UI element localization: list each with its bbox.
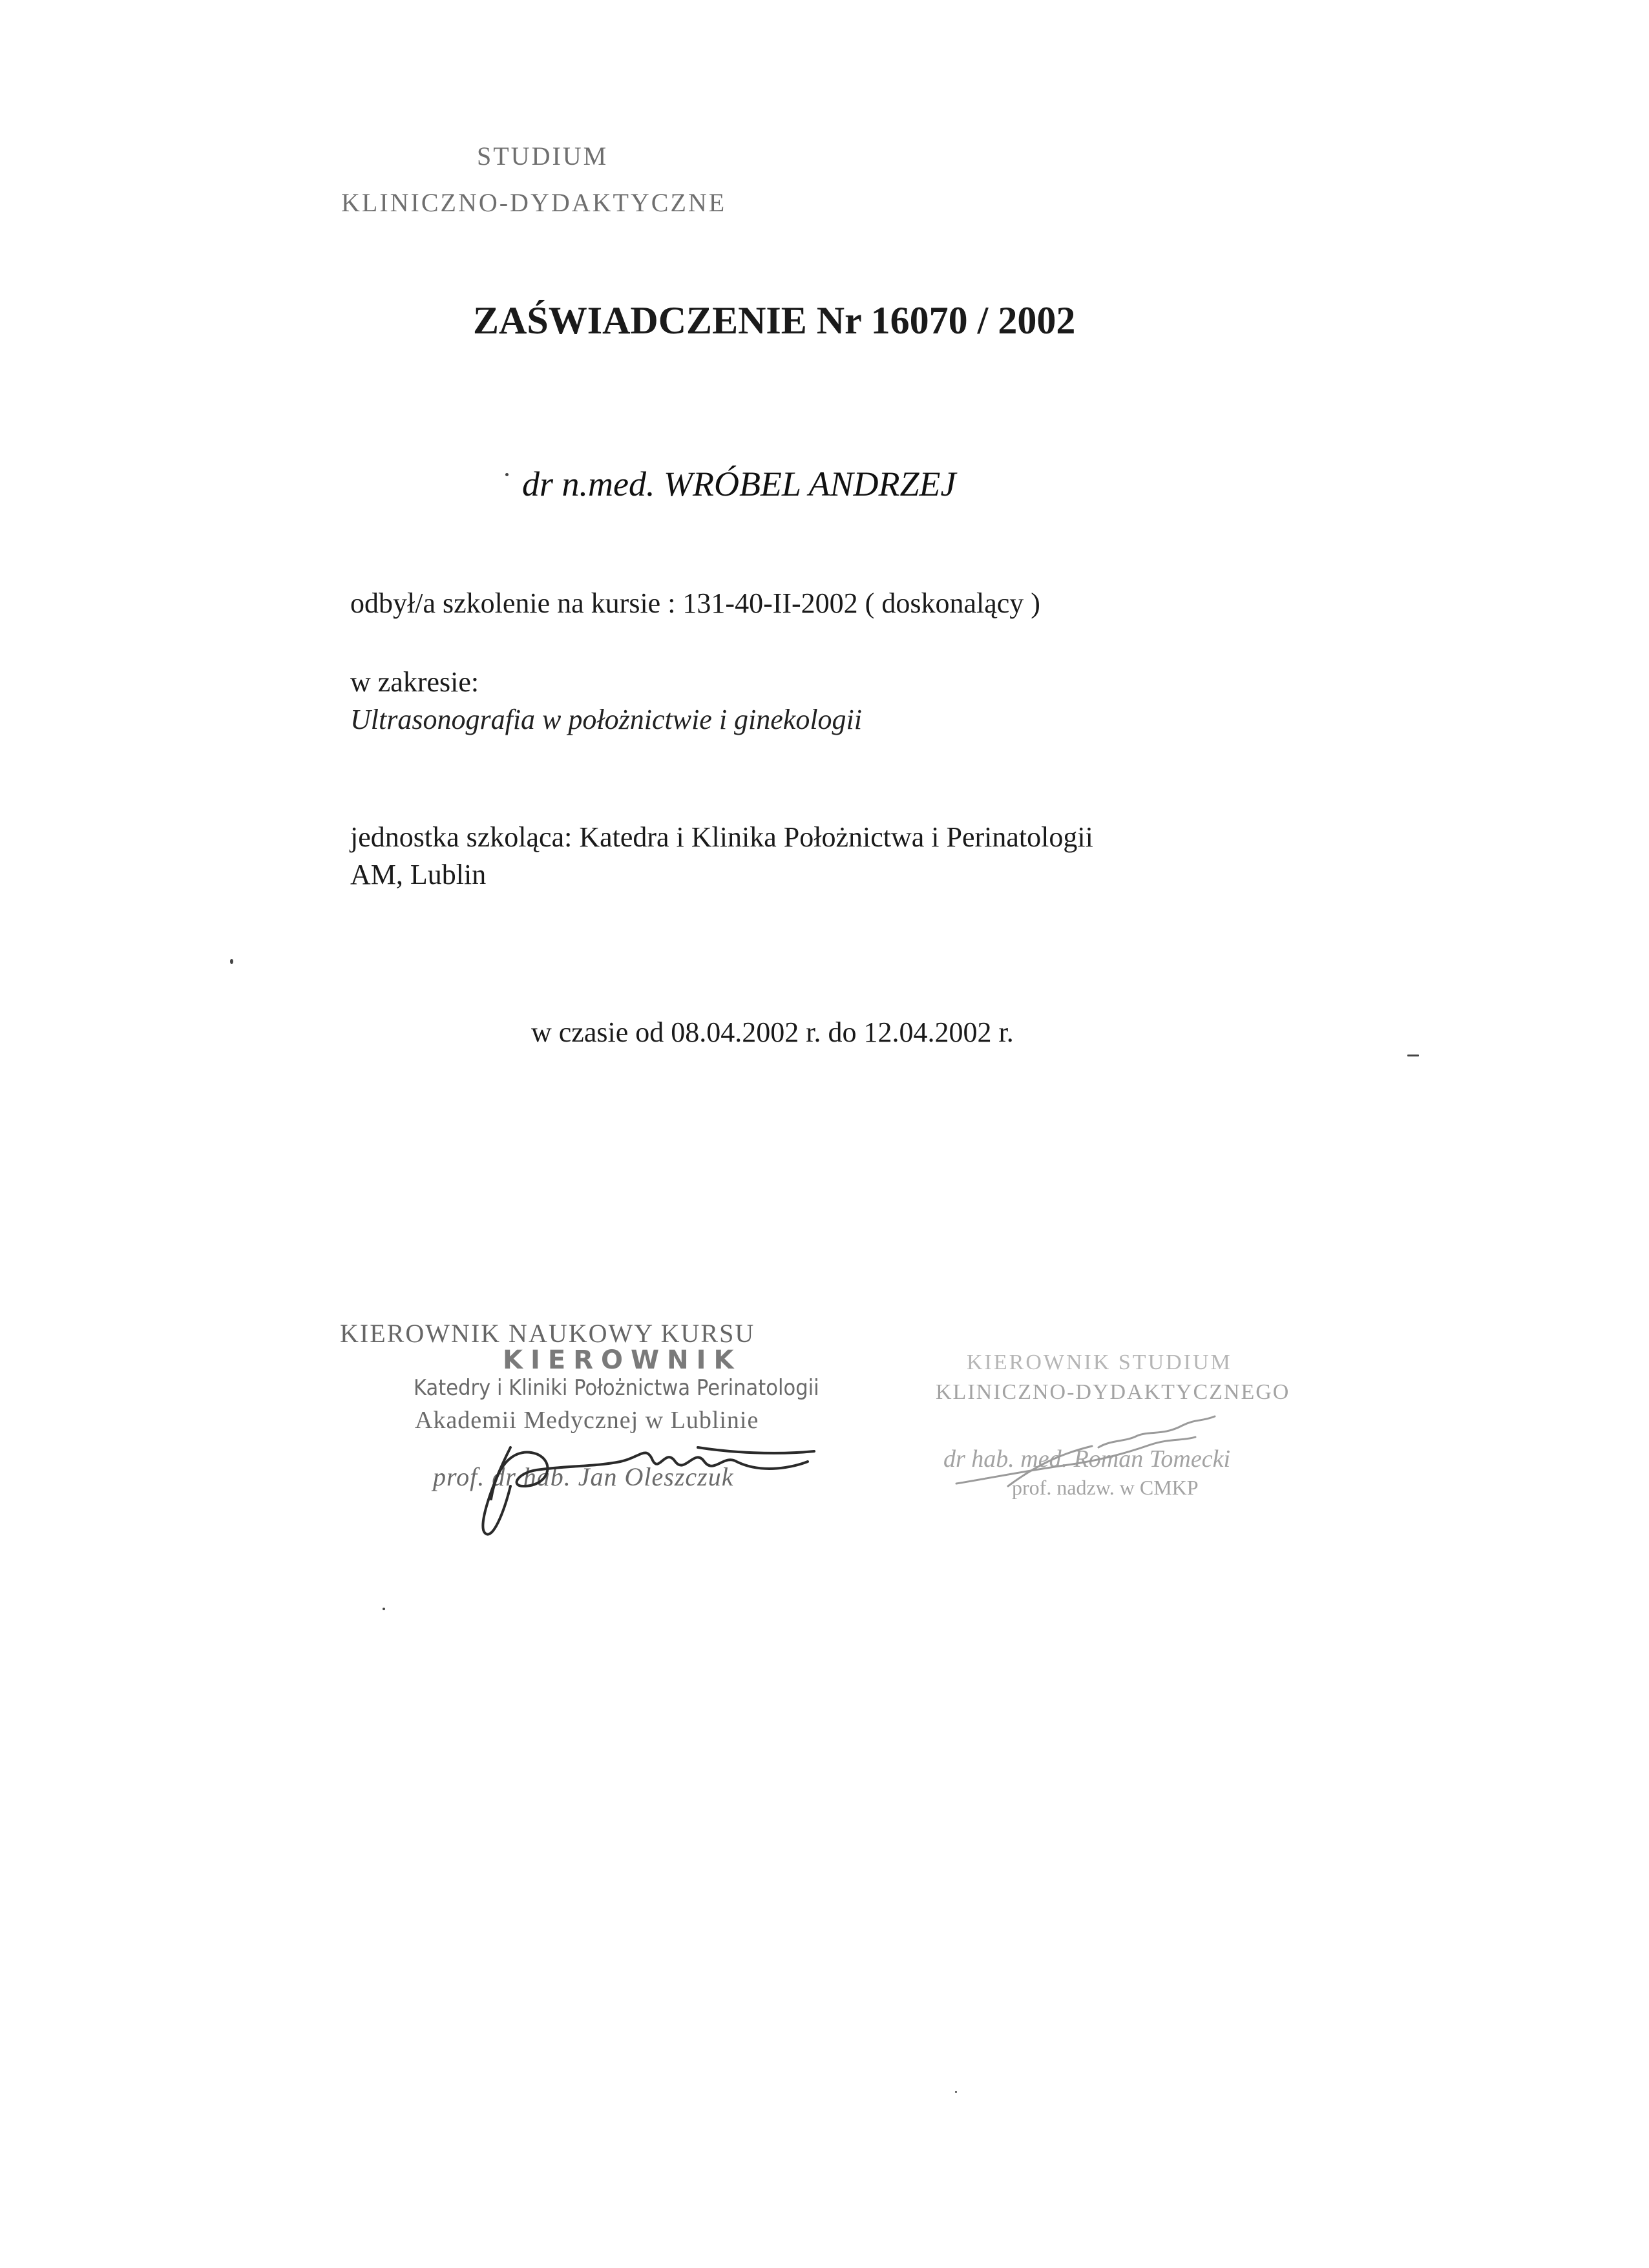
scan-speck: [1407, 1055, 1419, 1056]
training-unit-line-2: AM, Lublin: [350, 859, 487, 890]
right-stamp-line-2: KLINICZNO-DYDAKTYCZNEGO: [936, 1380, 1290, 1404]
header-line-1: STUDIUM: [477, 142, 609, 171]
recipient-name: dr n.med. WRÓBEL ANDRZEJ: [522, 465, 956, 503]
right-stamp-name: dr hab. med. Roman Tomecki: [943, 1445, 1230, 1473]
right-stamp-line-1: KIEROWNIK STUDIUM: [967, 1350, 1232, 1374]
right-stamp-title: prof. nadzw. w CMKP: [1012, 1476, 1199, 1499]
left-stamp-line-2: Akademii Medycznej w Lublinie: [415, 1407, 759, 1434]
scan-speck: [230, 959, 233, 964]
certificate-title: ZAŚWIADCZENIE Nr 16070 / 2002: [473, 299, 1076, 342]
right-signature: [956, 1416, 1215, 1486]
course-director-role: KIEROWNIK NAUKOWY KURSU: [340, 1319, 755, 1348]
scan-speck: [383, 1608, 385, 1610]
scope-value: Ultrasonografia w położnictwie i ginekologii: [350, 704, 862, 735]
left-stamp-line-1: Katedry i Kliniki Położnictwa Perinatologii: [414, 1375, 819, 1401]
left-stamp-title: KIEROWNIK: [503, 1345, 742, 1375]
training-unit-line-1: jednostka szkoląca: Katedra i Klinika Położnictwa i Perinatologii: [350, 821, 1093, 853]
scan-speck: [505, 473, 509, 476]
left-stamp-name: prof. dr hab. Jan Oleszczuk: [433, 1462, 734, 1491]
scope-label: w zakresie:: [350, 666, 479, 698]
scan-speck: [955, 2091, 957, 2093]
left-signature: [483, 1447, 814, 1535]
course-line: odbył/a szkolenie na kursie : 131-40-II-2002 ( doskonalący ): [350, 587, 1040, 619]
header-line-2: KLINICZNO-DYDAKTYCZNE: [341, 188, 727, 217]
course-period: w czasie od 08.04.2002 r. do 12.04.2002 r.: [531, 1016, 1014, 1048]
